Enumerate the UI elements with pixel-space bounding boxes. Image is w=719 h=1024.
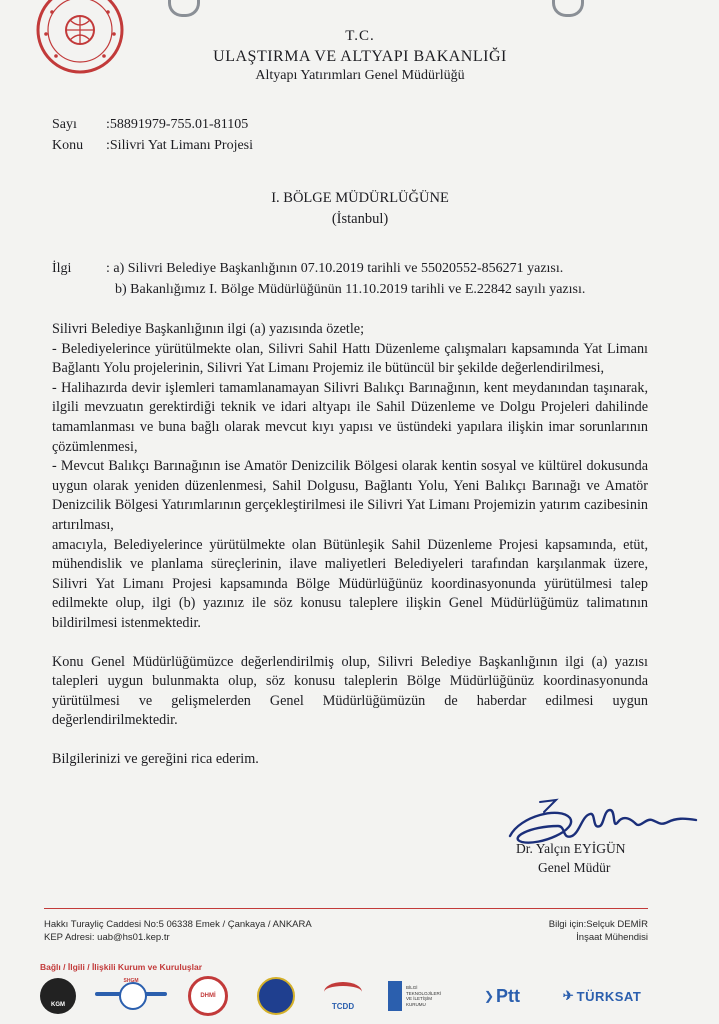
body-item-2: - Halihazırda devir işlemleri tamamlanamayan Silivri Balıkçı Barınağının, kent meydanından taşınarak, ilgili mevzuatın gerektirdiği teknik ve idari altyapı ile Sahil Düzenleme ve Dolgu Projeleri dahilinde tamamlanması ve buna bağlı olarak mevcut kıyı yapısı ve üstündeki yapılara ilişkin imar sorunlarının çözümlenmesi,: [52, 379, 648, 455]
ministry-seal-logo: [36, 0, 124, 76]
header-directorate: Altyapı Yatırımları Genel Müdürlüğü: [255, 68, 465, 83]
partner-logos-title: Bağlı / İlgili / İlişkili Kurum ve Kuruluşlar: [40, 962, 203, 972]
ilgi-a-text: : a) Silivri Belediye Başkanlığının 07.10.2019 tarihli ve 55020552-856271 yazısı.: [106, 261, 564, 276]
konu-value: :Silivri Yat Limanı Projesi: [106, 138, 254, 153]
body-closing: Bilgilerinizi ve gereğini rica ederim.: [52, 750, 259, 767]
ilgi-b-text: b) Bakanlığımız I. Bölge Müdürlüğünün 11.10.2019 tarihli ve E.22842 sayılı yazısı.: [115, 282, 586, 297]
body-item-3: - Mevcut Balıkçı Barınağının ise Amatör Denizcilik Bölgesi olarak kentin sosyal ve kültürel dokusunda uygun olarak yeniden düzenlenmesi, Sahil Dolgusu, Bağlantı Yolu, Yeni Balıkçı Barınağı ve Amatör Denizcilik Bölgesi Yatırımlarının gerçekleştirilmesi ile Silivri Yat Limanı Projemizin yatırım cazibesinin artırılması,: [52, 458, 648, 533]
footer-role: İnşaat Mühendisi: [576, 932, 648, 943]
btk-logo: BİLGİ TEKNOLOJİLERİ VE İLETİŞİM KURUMU: [388, 976, 458, 1016]
tcdd-logo: TCDD: [318, 976, 368, 1016]
body-purpose: amacıyla, Belediyelerince yürütülmekte olan Bütünleşik Sahil Düzenleme Projesi kapsamında, etüt, mühendislik ve planlama süreçlerinin, ilave maliyetleri Belediyeleri tarafından karşılanmak üzere, Silivri Yat Limanı Projesi kapsamında Bölge Müdürlüğünüz koordinasyonunda yürütülmesi talep edilmekte olup, ilgi (b) yazınız ile söz konusu taleplere ilişkin Genel Müdürlüğümüz talimatının bildirilmesi istenmektedir.: [52, 536, 648, 631]
body-item-1: - Belediyelerince yürütülmekte olan, Silivri Sahil Hattı Düzenleme çalışmaları kapsamında Yat Limanı Bağlantı Yolu projelerinin, Silivri Yat Limanı Projemiz ile bütüncül bir şekilde değerlendirilmesi,: [52, 340, 648, 377]
dhmi-logo: DHMİ: [188, 976, 228, 1016]
signatory-name: Dr. Yalçın EYİGÜN: [516, 841, 626, 856]
footer-address: Hakkı Turayliç Caddesi No:5 06338 Emek / Çankaya / ANKARA: [44, 919, 312, 930]
meta-sayi: [52, 117, 248, 133]
footer-kep: KEP Adresi: uab@hs01.kep.tr: [44, 932, 170, 943]
header-ministry: ULAŞTIRMA VE ALTYAPI BAKANLIĞI: [213, 48, 507, 65]
meta-konu: [52, 138, 253, 154]
body-intro: Silivri Belediye Başkanlığının ilgi (a) yazısında özetle;: [52, 321, 365, 337]
binder-clip-right: [552, 0, 584, 17]
ilgi-label: İlgi: [52, 261, 72, 276]
recipient-title: I. BÖLGE MÜDÜRLÜĞÜNE: [271, 190, 449, 206]
sayi-label: Sayı: [52, 117, 77, 132]
shgm-logo: SHGM: [94, 976, 168, 1016]
binder-clip-left: [168, 0, 200, 17]
turksat-logo: ✈ TÜRKSAT: [562, 988, 642, 1004]
footer-divider: [44, 908, 648, 909]
letter-body: [52, 320, 648, 769]
ilgi-a: [52, 261, 563, 277]
ptt-logo: ❯ Ptt: [483, 985, 521, 1006]
kgm-logo: KGM: [38, 976, 78, 1016]
maritime-authority-logo: [256, 976, 296, 1016]
header-tc: T.C.: [345, 28, 375, 44]
signatory-title: Genel Müdür: [538, 860, 611, 875]
recipient-city: (İstanbul): [331, 211, 389, 227]
konu-label: Konu: [52, 138, 84, 153]
sayi-value: :58891979-755.01-81105: [106, 117, 249, 132]
body-decision: Konu Genel Müdürlüğümüzce değerlendirilmiş olup, Silivri Belediye Başkanlığının ilgi (a) yazısı talepleri uygun bulunmakta olup, söz konusu taleplerin Bölge Müdürlüğünüz koordinasyonunda yürütülmesi ve gelişmelerden Genel Müdürlüğümüzün de haberdar edilmesi uygun değerlendirilmektedir.: [52, 653, 648, 729]
footer-info: Bilgi için:Selçuk DEMİR: [548, 919, 648, 930]
